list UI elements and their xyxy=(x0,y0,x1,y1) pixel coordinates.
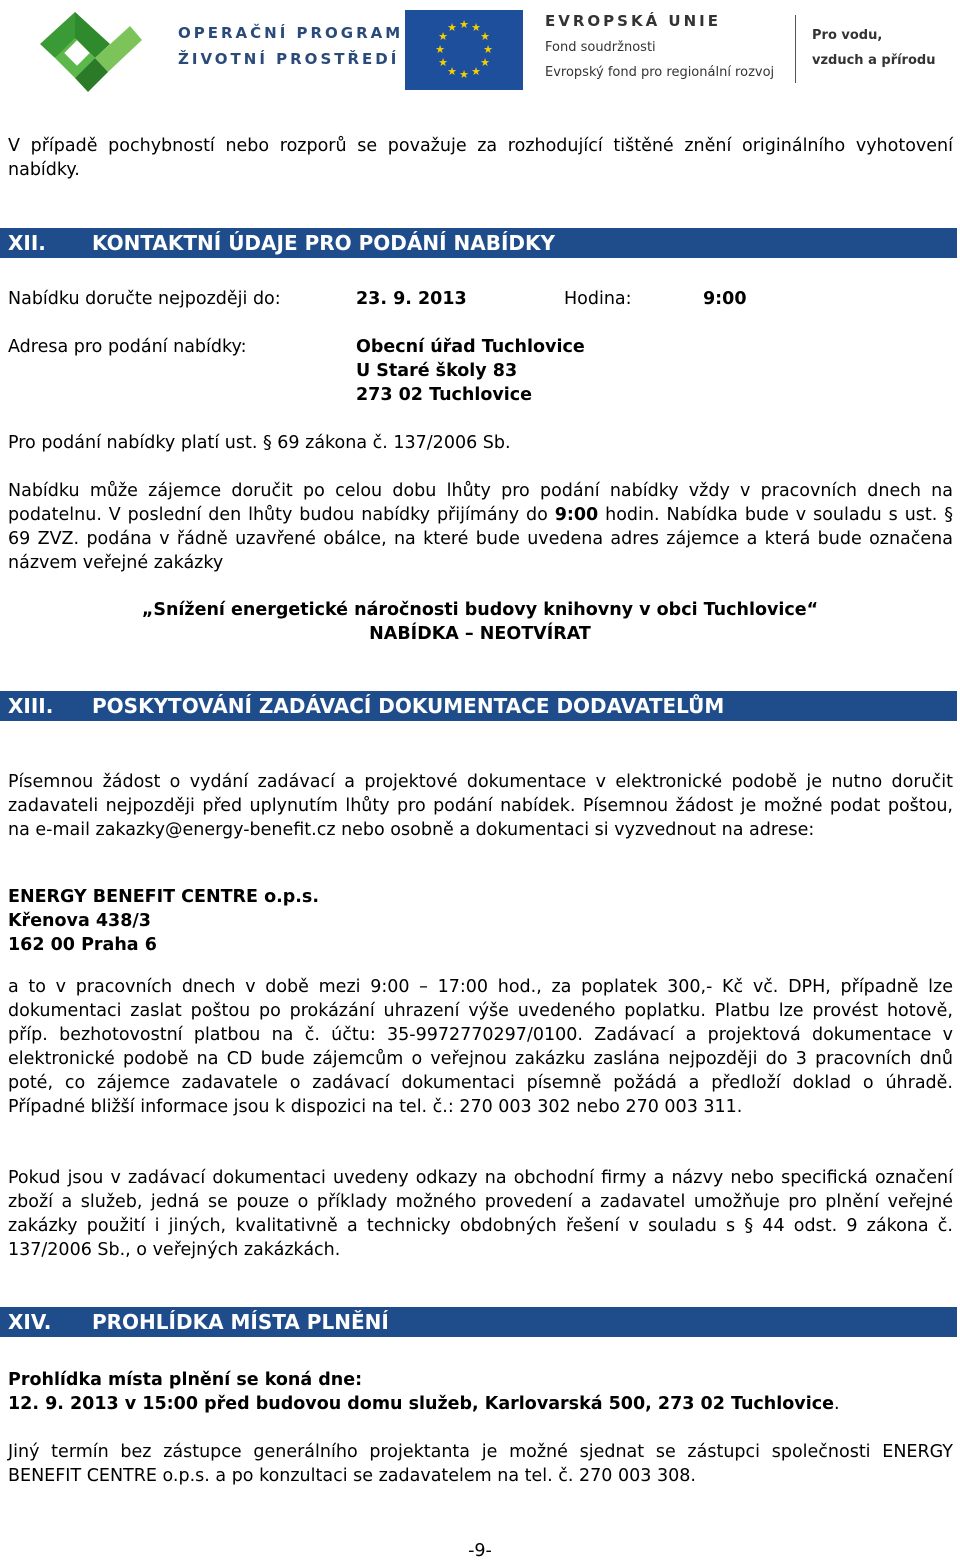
section-14-title: PROHLÍDKA MÍSTA PLNĚNÍ xyxy=(92,1310,389,1334)
company-street: Křenova 438/3 xyxy=(8,911,151,931)
svg-text:★: ★ xyxy=(471,21,481,34)
do-not-open-label: NABÍDKA – NEOTVÍRAT xyxy=(369,624,591,644)
law-reference: Pro podání nabídky platí ust. § 69 zákona č. 137/2006 Sb. xyxy=(8,433,511,453)
delivery-paragraph-part2: hodin. Nabídka bude v souladu s ust. § 69 ZVZ. podána v řádně uzavřené obálce, na které bude uvedena adres zájemce a která bude označena názvem veřejné zakázky xyxy=(8,505,953,573)
eu-flag-icon xyxy=(405,10,523,90)
header-divider xyxy=(795,15,796,83)
svg-text:★: ★ xyxy=(483,43,493,56)
svg-text:★: ★ xyxy=(471,65,481,78)
address-label: Adresa pro podání nabídky: xyxy=(8,337,247,357)
address-line1: Obecní úřad Tuchlovice xyxy=(356,337,585,357)
op-zp-logo-icon xyxy=(30,4,150,96)
svg-text:★: ★ xyxy=(438,30,448,43)
svg-text:★: ★ xyxy=(447,65,457,78)
program-name-line2: ŽIVOTNÍ PROSTŘEDÍ xyxy=(178,50,400,68)
svg-text:★: ★ xyxy=(480,30,490,43)
company-name: ENERGY BENEFIT CENTRE o.p.s. xyxy=(8,887,319,907)
section-13-heading xyxy=(0,691,957,721)
delivery-paragraph xyxy=(8,479,953,575)
site-visit-date-place: 12. 9. 2013 v 15:00 před budovou domu služeb, Karlovarská 500, 273 02 Tuchlovice xyxy=(8,1394,834,1414)
address-line2: U Staré školy 83 xyxy=(356,361,518,381)
svg-text:★: ★ xyxy=(459,68,469,81)
program-name-line1: OPERAČNÍ PROGRAM xyxy=(178,24,404,42)
hour-label: Hodina: xyxy=(564,289,632,309)
eu-title: EVROPSKÁ UNIE xyxy=(545,12,721,30)
section-13-number: XIII. xyxy=(8,694,54,718)
address-line3: 273 02 Tuchlovice xyxy=(356,385,533,405)
section-12-title: KONTAKTNÍ ÚDAJE PRO PODÁNÍ NABÍDKY xyxy=(92,231,555,255)
slogan-line2: vzduch a přírodu xyxy=(812,53,936,68)
hour-value: 9:00 xyxy=(703,289,747,309)
page-number: -9- xyxy=(468,1541,492,1561)
deadline-date: 23. 9. 2013 xyxy=(356,289,467,309)
company-city: 162 00 Praha 6 xyxy=(8,935,157,955)
section-13-title: POSKYTOVÁNÍ ZADÁVACÍ DOKUMENTACE DODAVATELŮM xyxy=(92,694,725,718)
header-logos xyxy=(0,0,960,100)
deadline-label: Nabídku doručte nejpozději do: xyxy=(8,289,281,309)
site-visit-label: Prohlídka místa plnění se koná dne: xyxy=(8,1370,363,1390)
site-visit-when xyxy=(8,1392,840,1416)
section-14-number: XIV. xyxy=(8,1310,52,1334)
fee-paragraph: a to v pracovních dnech v době mezi 9:00 – 17:00 hod., za poplatek 300,- Kč vč. DPH, případně lze dokumentaci zaslat poštou po prokázání uhrazení výše uvedeného poplatku. Platbu lze provést hotově, příp. bezhotovostní platbou na č. účtu: 35-9972770297/0100. Zadávací a projektová dokumentace v elektronické podobě na CD bude zájemcům o veřejnou zakázku zaslána nejpozději do 3 pracovních dnů poté, co zájemce zadavatele o zadávací dokumentaci písemně požádá a předloží doklad o úhradě. Případné bližší informace jsou k dispozici na tel. č.: 270 003 302 nebo 270 003 311. xyxy=(8,977,953,1117)
svg-text:★: ★ xyxy=(435,43,445,56)
section-12-heading xyxy=(0,228,957,258)
documentation-request-paragraph: Písemnou žádost o vydání zadávací a projektové dokumentace v elektronické podobě je nutno doručit zadavateli nejpozději před uplynutím lhůty pro podání nabídek. Písemnou žádost je možné podat poštou, na e-mail zakazky@energy-benefit.cz nebo osobně a dokumentaci si vyzvednout na adrese: xyxy=(8,772,953,840)
site-visit-end: . xyxy=(833,1394,840,1414)
section-12-number: XII. xyxy=(8,231,46,255)
svg-text:★: ★ xyxy=(480,56,490,69)
svg-text:★: ★ xyxy=(459,18,469,31)
svg-text:★: ★ xyxy=(447,21,457,34)
trademark-paragraph: Pokud jsou v zadávací dokumentaci uvedeny odkazy na obchodní firmy a názvy nebo specifická označení zboží a služeb, jedná se pouze o příklady možného provedení a zadavatel umožňuje pro plnění veřejné zakázky použití i jiných, kvalitativně a technicky obdobných řešení v souladu s § 44 odst. 9 zákona č. 137/2006 Sb., o veřejných zakázkách. xyxy=(8,1168,953,1260)
eu-fund-line1: Fond soudržnosti xyxy=(545,40,656,55)
delivery-time-bold: 9:00 xyxy=(554,505,599,525)
intro-paragraph: V případě pochybností nebo rozporů se považuje za rozhodující tištěné znění originálního vyhotovení nabídky. xyxy=(8,136,953,180)
eu-fund-line2: Evropský fond pro regionální rozvoj xyxy=(545,65,775,80)
section-14-heading xyxy=(0,1307,957,1337)
project-title: „Snížení energetické náročnosti budovy knihovny v obci Tuchlovice“ xyxy=(141,600,819,620)
delivery-paragraph-part1: Nabídku může zájemce doručit po celou dobu lhůty pro podání nabídky vždy v pracovních dnech na podatelnu. V poslední den lhůty budou nabídky přijímány do xyxy=(8,481,953,525)
alternative-date-paragraph: Jiný termín bez zástupce generálního projektanta je možné sjednat se zástupci společnosti ENERGY BENEFIT CENTRE o.p.s. a po konzultaci se zadavatelem na tel. č. 270 003 308. xyxy=(8,1442,953,1486)
svg-text:★: ★ xyxy=(438,56,448,69)
slogan-line1: Pro vodu, xyxy=(812,28,883,43)
